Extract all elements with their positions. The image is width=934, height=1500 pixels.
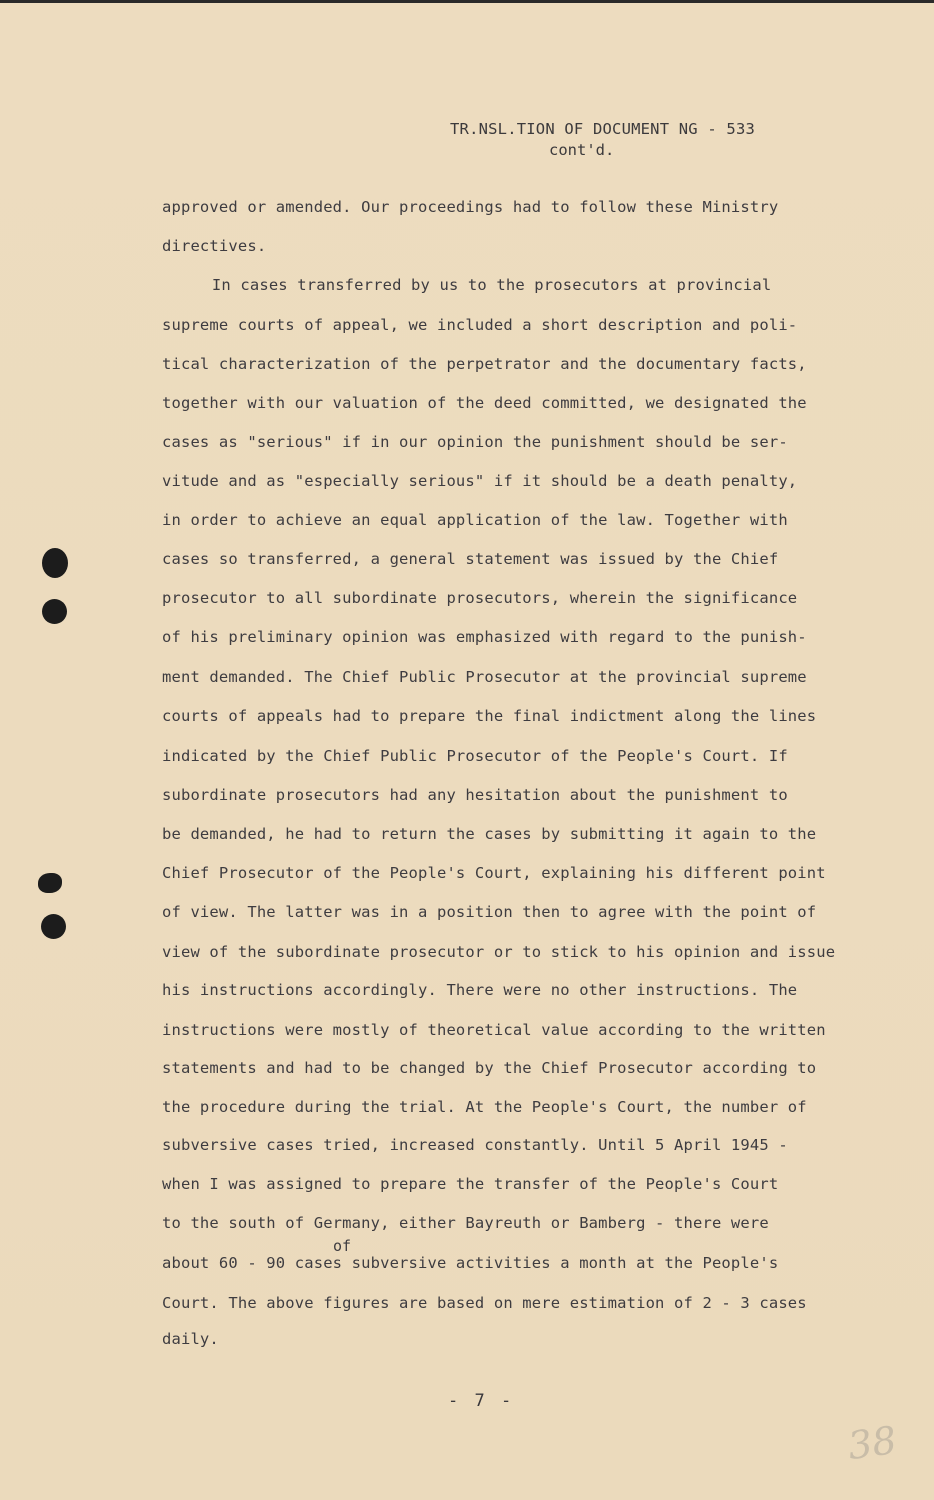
text-line: approved or amended. Our proceedings had to follow these Ministry <box>162 198 779 216</box>
header-title: TR.NSL.TION OF DOCUMENT NG - 533 <box>450 120 756 138</box>
text-line: subversive cases tried, increased constantly. Until 5 April 1945 - <box>162 1136 788 1154</box>
text-line: directives. <box>162 237 267 255</box>
text-line: be demanded, he had to return the cases by submitting it again to the <box>162 825 817 843</box>
text-line: cases as "serious" if in our opinion the punishment should be ser- <box>162 433 788 451</box>
punch-hole-icon <box>38 873 62 893</box>
text-line: to the south of Germany, either Bayreuth or Bamberg - there were <box>162 1214 769 1232</box>
text-line: instructions were mostly of theoretical value according to the written <box>162 1021 826 1039</box>
text-line: statements and had to be changed by the Chief Prosecutor according to <box>162 1059 817 1077</box>
interlinear-insert: of <box>333 1237 352 1255</box>
text-line: indicated by the Chief Public Prosecutor of the People's Court. If <box>162 747 788 765</box>
punch-hole-icon <box>42 599 67 624</box>
text-line: of his preliminary opinion was emphasized with regard to the punish- <box>162 628 807 646</box>
text-line: vitude and as "especially serious" if it should be a death penalty, <box>162 472 798 490</box>
text-line: Chief Prosecutor of the People's Court, explaining his different point <box>162 864 826 882</box>
text-line: about 60 - 90 cases subversive activities a month at the People's <box>162 1254 779 1272</box>
text-line: of view. The latter was in a position then to agree with the point of <box>162 903 817 921</box>
text-line: supreme courts of appeal, we included a short description and poli- <box>162 316 798 334</box>
page-number: - 7 - <box>448 1391 515 1411</box>
text-line: prosecutor to all subordinate prosecutors, wherein the significance <box>162 589 798 607</box>
text-line: daily. <box>162 1330 219 1348</box>
text-line: Court. The above figures are based on mere estimation of 2 - 3 cases <box>162 1294 807 1312</box>
text-line: cases so transferred, a general statement was issued by the Chief <box>162 550 779 568</box>
text-line: in order to achieve an equal application of the law. Together with <box>162 511 788 529</box>
document-header <box>450 119 770 161</box>
text-line: ment demanded. The Chief Public Prosecutor at the provincial supreme <box>162 668 807 686</box>
punch-hole-icon <box>42 548 68 578</box>
text-line: the procedure during the trial. At the People's Court, the number of <box>162 1098 807 1116</box>
text-line: subordinate prosecutors had any hesitation about the punishment to <box>162 786 788 804</box>
header-continued: cont'd. <box>549 141 615 159</box>
text-line: his instructions accordingly. There were no other instructions. The <box>162 981 798 999</box>
text-line: tical characterization of the perpetrator and the documentary facts, <box>162 355 807 373</box>
punch-hole-icon <box>41 914 66 939</box>
text-line: together with our valuation of the deed committed, we designated the <box>162 394 807 412</box>
text-line: In cases transferred by us to the prosecutors at provincial <box>174 276 772 294</box>
pencil-annotation: 38 <box>845 1417 900 1469</box>
text-line: courts of appeals had to prepare the final indictment along the lines <box>162 707 817 725</box>
text-line: view of the subordinate prosecutor or to stick to his opinion and issue <box>162 943 836 961</box>
text-line: when I was assigned to prepare the transfer of the People's Court <box>162 1175 779 1193</box>
